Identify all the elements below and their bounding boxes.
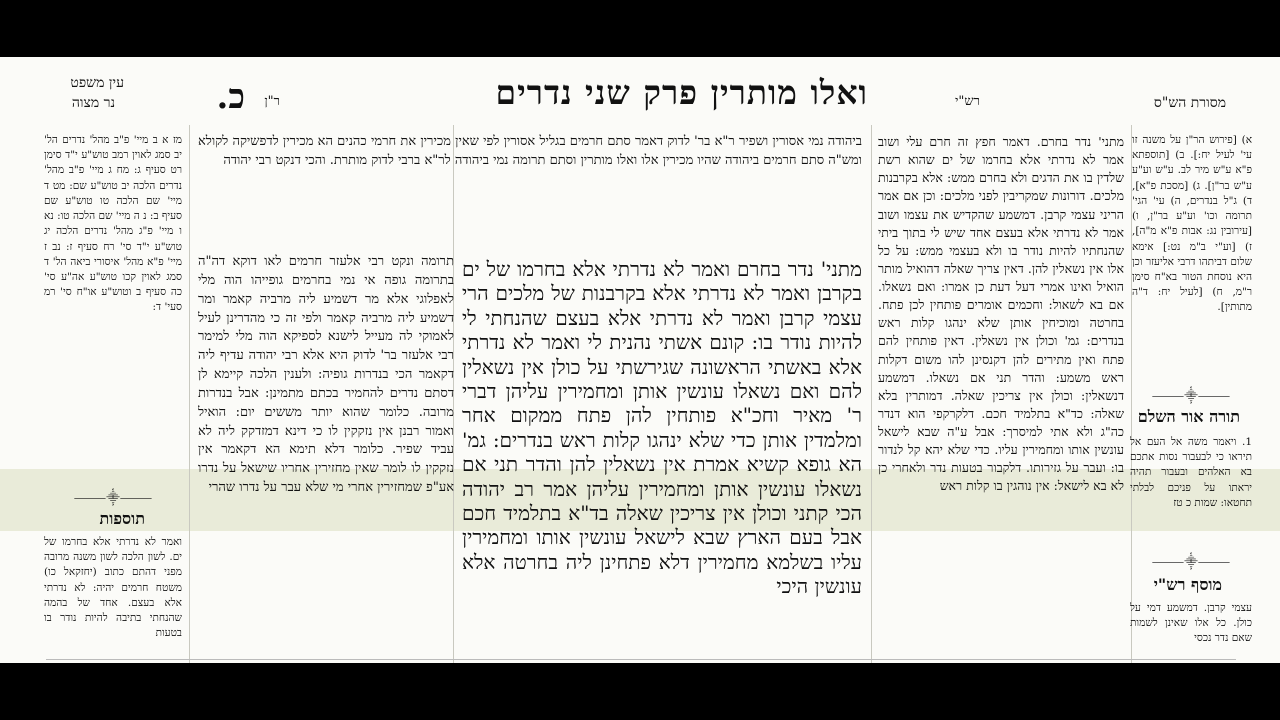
ein-mishpat-label: עין משפט [70, 75, 124, 91]
tosafot-text: ואמר לא נדרתי אלא בחרמו של ים. לשון הלכה לשון משנה מרובה מפני דהתם כתוב (יחזקאל כו) משטח חרמים יהיה: לא נדרתי אלא בעצם. אחד של בהמה שהנחתי בתיבה להיות נודר בו בטעות [44, 536, 182, 640]
page-title: ואלו מותרין פרק שני נדרים [495, 73, 868, 112]
musaf-rashi-text: עצמי קרבן. דמשמע דמי על כולן. כל אלו שאינן לשמות שאם נדר נכסי [1130, 602, 1252, 645]
masoret-column: א) [פירוש הר"ן על משנה זו עי' לעיל יח:]. ב) [תוספתא פ"א ע"ש מיר לב. ע"ש וע"ע ע"ש בר"ן]. ג) [מסכת פ"א], ד) ג"ל בנדרים, ה) עי' הגי' תרומה וכו' וע"ע בר"ן, ו) [עירובין נג: אבות פ"א מ"ה], ז) [וע"י ב"מ נט:] אימא שלום דביתהו דרבי אליעזר וכן היא נוסחת הטור בא"ח סימן ר"מ, ח) [לעיל יח: ד"ה מתותין]. [1132, 134, 1252, 314]
ner-mitzvah-label: נר מצוה [71, 95, 115, 111]
ornament-divider: ⸻⸎⸻ [1151, 555, 1231, 570]
folio-number: כ. [216, 77, 245, 117]
talmud-page [0, 57, 1280, 663]
ornament-divider: ⸻⸎⸻ [73, 491, 153, 506]
musaf-rashi-title: מוסף רש"י [1153, 575, 1222, 594]
rashi-commentary: מתני' נדר בחרם. דאמר חפץ זה חרם עלי ושוב אמר לא נדרתי אלא בחרמו של ים שהוא רשת שלדין בו את הדגים ולא בחרם ממש: אלא בקרבנות מלכים. דורונות שמקריבין לפני מלכים: וכן אם אמר הריני עצמי קרבן. דמשמע שהקדיש את עצמו ושוב אמר לא נדרתי אלא בעצם אחד שיש לי בתוך ביתי שהנחתיו להיות נודר בו ולא בעצמי ממש: על כל אלו אין נשאלין להן. דאין צריך שאלה דהואיל מותר הואיל ואינו אמרי דעל דעת כן אמרו: ואם נשאלו. אם בא לשאול: וחכמים אומרים פותחין לכן פתח. בחרטה ומוכיחין אותן שלא ינהגו קלות ראש בנדרים: גמ' וכולן אין נשאלין. דאין פותחין להם פתח ואין מתירים להן דקנסינן להו משום דקלות ראש משמע: והדר תני אם נשאלו. דמשמע דנשאלין: וכולן אין צריכין שאלה. דמותרין בלא שאלה: כד"א בתלמיד חכם. דלקרקפי הוא דנדר כה"ג ולא אתי למיסרך: אבל ע"ה שבא לישאל עונשין אותו ומחמירין עליו. כדי שלא יהא קל לנדור בו: ועבר על גזירותו. דלקבור בטעות נדר ולאחרי כן לא בא לישאל: אין נוהגין בו קלות ראש [878, 134, 1124, 494]
bottom-rule [46, 659, 1236, 660]
torah-or-hashalem-title: תורה אור השלם [1137, 407, 1240, 426]
ornament-divider: ⸻⸎⸻ [1151, 389, 1231, 404]
ein-mishpat-column: מז א ב מיי' פ"ב מהל' נדרים הל' יב סמג לאוין רמב טוש"ע י"ד סימן רט סעיף ג: מח ג מיי' פ"ב מהל' נדרים הלכה יב טוש"ע שם: מט ד מיי' שם הלכה טו טוש"ע שם סעיף ב: נ ה מיי' שם הלכה טו: נא ו מיי' פ"ג מהל' נדרים הלכה יג טוש"ע י"ד סי' רח סעיף ז: נב ז מיי' פ"א מהל' איסורי ביאה הל' ד סמג לאוין קכו טוש"ע אה"ע סי' כה סעיף ב וטוש"ע או"ח סי' רמ סעי' ד: [44, 134, 182, 314]
torah-or-hashalem-text: 1. ויאמר משה אל העם אל תיראו כי לבעבור נסות אתכם בא האלהים ובעבור תהיה יראתו על פניכם לבלתי תחטאו: שמות כ טז [1130, 436, 1252, 509]
ran-commentary-top: ביהודה נמי אסורין ושפיר ר"א בר' לדוק דאמר סתם חרמים בגליל אסורין לפי שאין מכירין את חרמי כהנים הא מכירין לדפשיקה לקולא ומש"ה סתם חרמים ביהודה שהיו מכירין אלו ואלו מותרין וסתם תרומה נמי ביהודה לר"א ברבי לדוק מותרת. והכי דנקט רבי יהודה [198, 134, 862, 168]
rashi-label: רש"י [955, 94, 980, 109]
ran-label: ר"ן [264, 94, 280, 109]
column-divider [871, 125, 872, 663]
tosafot-title: תוספות [99, 509, 145, 528]
ran-commentary: תרומה ונקט רבי אלעזר חרמים לאו דוקא דה"ה בתרומה גופה אי נמי בחרמים גופייהו הוה מלי לאפלוגי אלא מר דשמיע ליה מרביה קאמר ומר דשמיע ליה מרביה קאמר ולפי זה כי מהדרינן לעיל לאמוקי לה מעייל לישנא לספיקא הוה מלי למימר רבי אלעזר בר' לדוק היא אלא רבי יהודה עדיף ליה דקאמר הכי בנדרות גופיה: ולענין הלכה קיימא לן דסתם נדרים להחמיר בכתם מתמינן: אבל בנדרות מרובה. כלומר שהוא יותר מששים יום: הואיל ואמור רבנן אין נזקקין לו כי דינא דמזדקק ליה לא עביד שפיר. כלומר דלא תימא הא דקאמר אין נזקקין לו לומר שאין מחזירין אחריו שישאל על נדרו אע"פ שמחזירין אחרי מי שלא עבר על נדרו שהרי [198, 254, 454, 496]
mishnah-gemara-text: מתני' נדר בחרם ואמר לא נדרתי אלא בחרמו של ים בקרבן ואמר לא נדרתי אלא בקרבנות של מלכים הרי עצמי קרבן ואמר לא נדרתי אלא בעצם שהנחתי לי להיות נודר בו: קונם אשתי נהנית לי ואמר לא נדרתי אלא באשתי הראשונה שגירשתי על כולן אין נשאלין להם ואם נשאלו עונשין אותן ומחמירין עליהן דברי ר' מאיר וחכ"א פותחין להן פתח ממקום אחר ומלמדין אותן כדי שלא ינהגו קלות ראש בנדרים: גמ' הא גופא קשיא אמרת אין נשאלין להן והדר תני אם נשאלו עונשין אותן ומחמירין עליהן אמר רב יהודה הכי קתני וכולן אין צריכין שאלה בד"א בתלמיד חכם אבל בעם הארץ שבא לישאל עונשין אותו ומחמירין עליו בשלמא מחמירין דלא פתחינן ליה בחרטה אלא עונשין היכי [462, 257, 862, 599]
column-divider [189, 125, 190, 663]
masoret-hashas-label: מסורת הש"ס [1153, 95, 1226, 111]
